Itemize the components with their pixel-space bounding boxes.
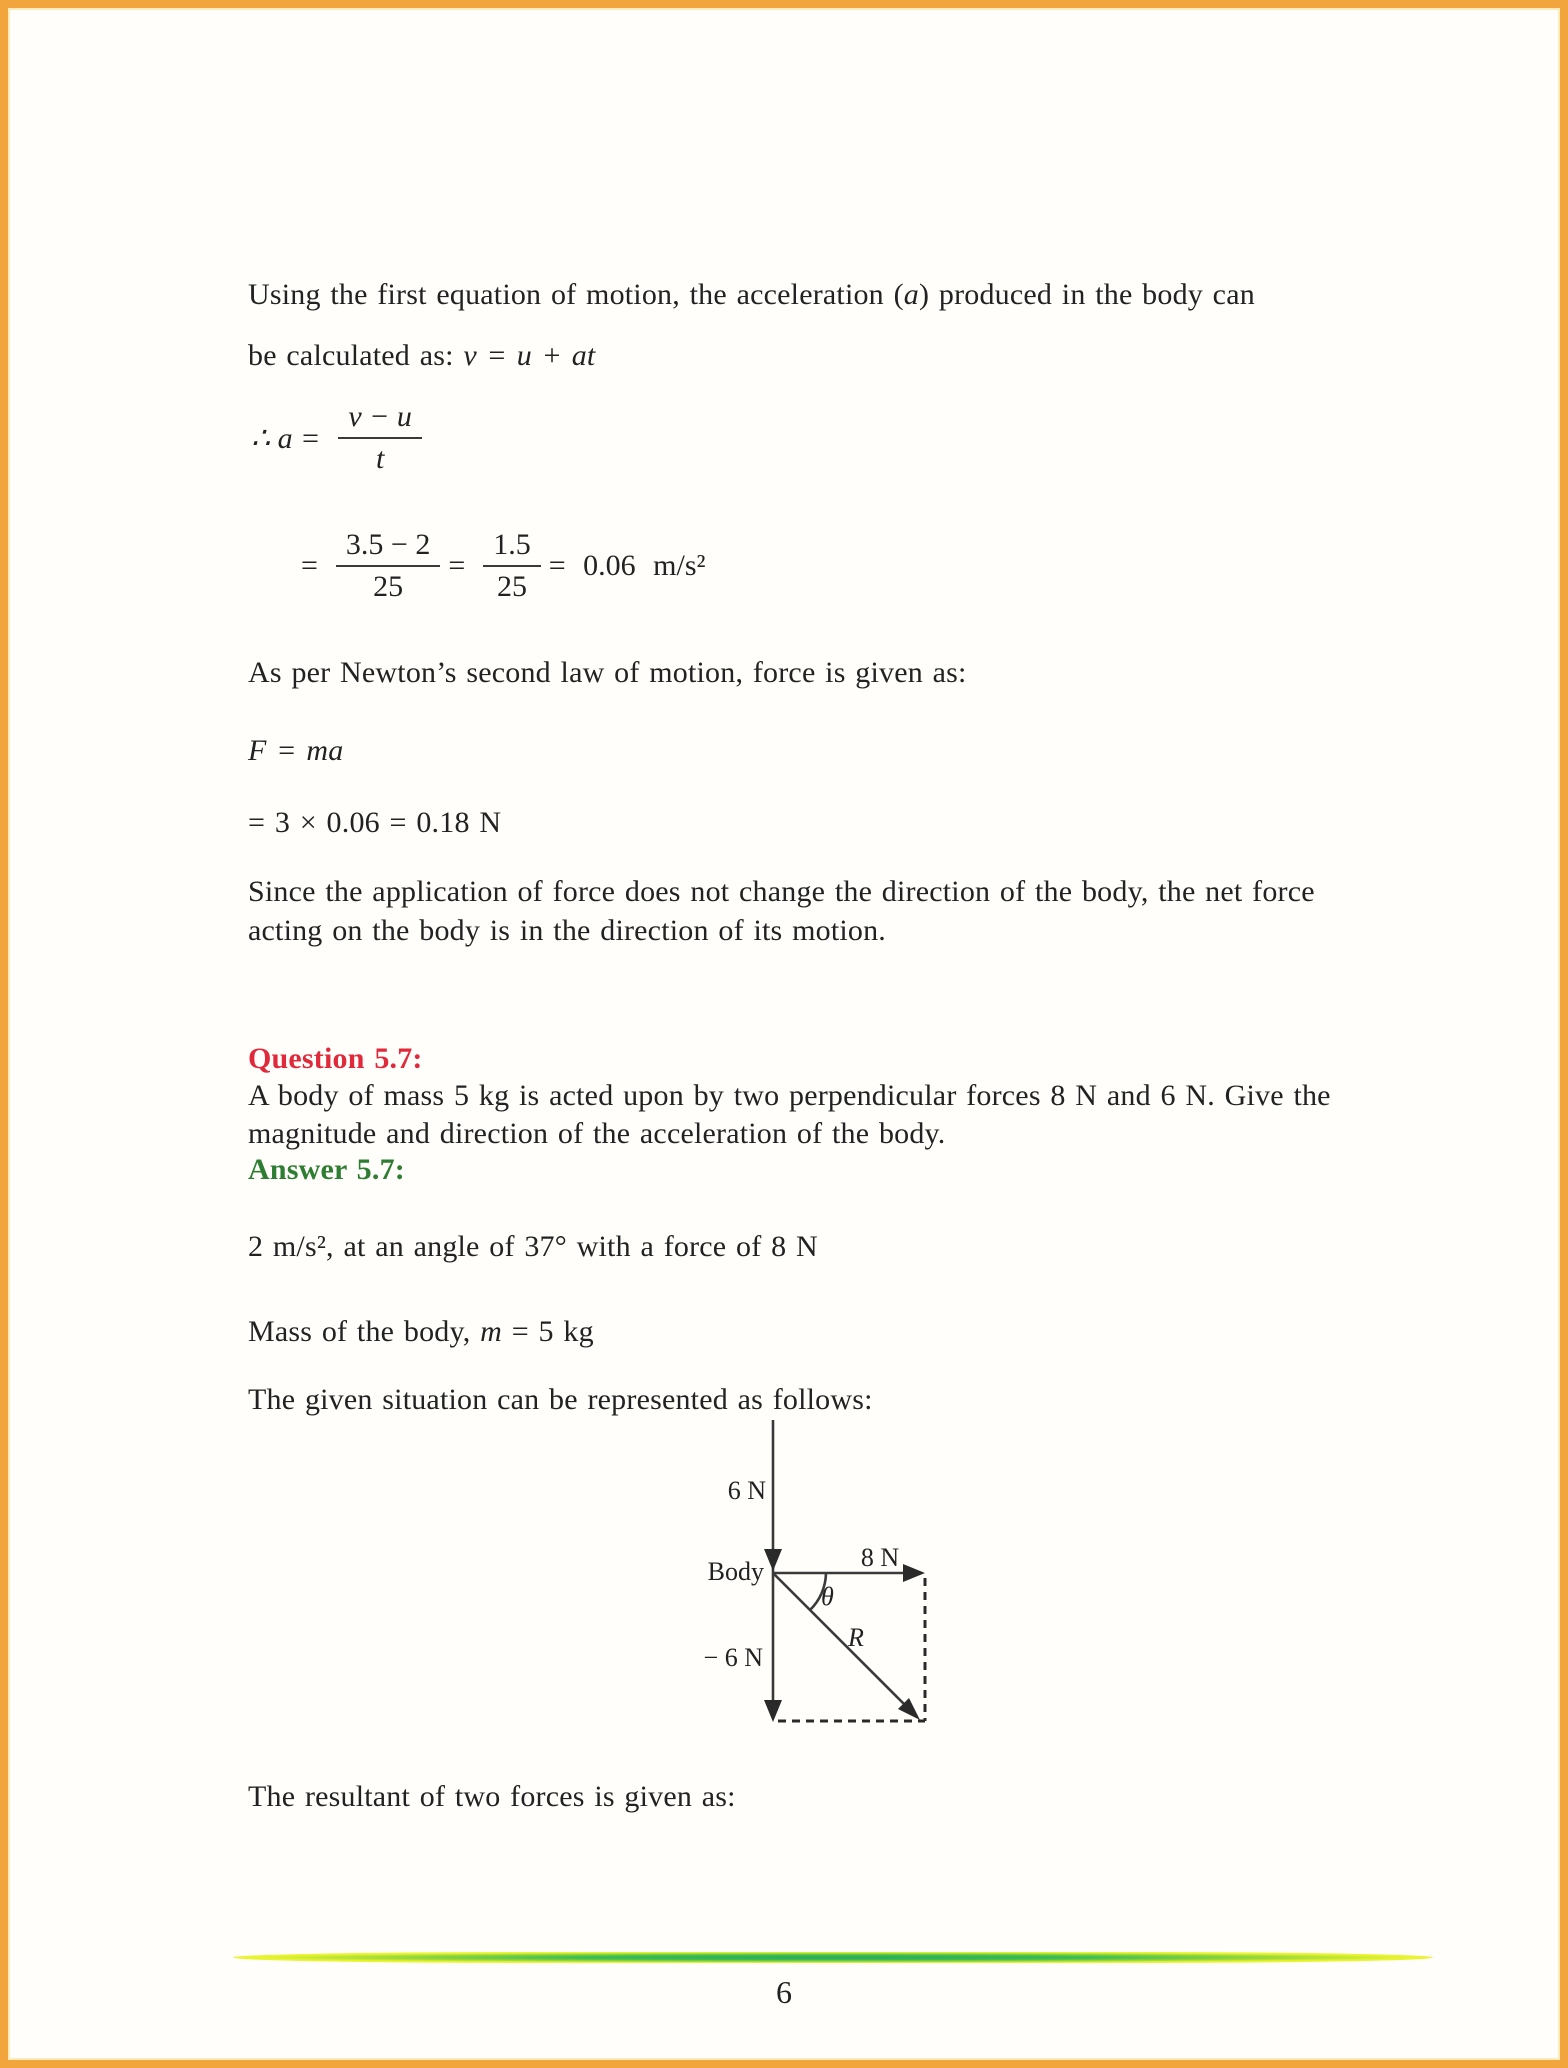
force-value: = 3 × 0.06 = 0.18 N	[248, 806, 502, 839]
equals-sign: =	[448, 549, 466, 582]
question-label: Question 5.7:	[248, 1042, 423, 1075]
label-theta: θ	[821, 1582, 834, 1611]
fraction-denominator: 25	[497, 570, 528, 603]
resultant-line	[773, 1573, 904, 1704]
fraction-v-minus-u-over-t	[338, 400, 422, 476]
conclusion-line-2: acting on the body is in the direction of its motion.	[248, 914, 887, 947]
equals-sign: =	[301, 549, 318, 582]
label-8n: 8 N	[860, 1543, 900, 1572]
intro-line2-pre: be calculated as:	[248, 339, 464, 372]
mass-line-pre: Mass of the body,	[248, 1315, 481, 1348]
resultant-intro: The resultant of two forces is given as:	[248, 1780, 736, 1813]
down-arrowhead-at-body	[764, 1549, 782, 1571]
fraction-numerator: 3.5 − 2	[336, 528, 440, 567]
down-arrowhead-bottom	[764, 1700, 782, 1722]
label-resultant: R	[848, 1623, 864, 1652]
equation-numeric	[301, 528, 714, 604]
fraction-denominator: 25	[373, 570, 404, 603]
mass-variable: m	[480, 1315, 503, 1348]
conclusion-line-1: Since the application of force does not change the direction of the body, the net force	[248, 875, 1315, 908]
footer-divider	[233, 1952, 1433, 1963]
acceleration-result: = 0.06 m/s²	[548, 549, 706, 582]
intro-line1-variable: a	[903, 278, 919, 311]
answer-summary: 2 m/s², at an angle of 37° with a force of 8 N	[248, 1230, 818, 1263]
equation-acceleration	[251, 400, 430, 476]
intro-line1-post: ) produced in the body can	[918, 278, 1255, 311]
right-arrowhead-8n	[903, 1564, 925, 1582]
mass-line	[248, 1315, 594, 1349]
question-line-2: magnitude and direction of the acceleration of the body.	[248, 1117, 946, 1150]
fraction-1point5-over-25	[483, 528, 541, 604]
mass-value: = 5 kg	[502, 1315, 594, 1348]
force-formula: F = ma	[248, 734, 344, 767]
label-body: Body	[707, 1557, 764, 1586]
first-equation-of-motion: v = u + at	[463, 339, 596, 372]
newton-second-law-intro: As per Newton’s second law of motion, force is given as:	[248, 656, 967, 689]
force-diagram	[528, 1408, 968, 1738]
answer-label: Answer 5.7:	[248, 1153, 405, 1186]
fraction-3point5-minus-2-over-25	[336, 528, 440, 604]
intro-line-1	[248, 278, 1255, 312]
label-6n: 6 N	[727, 1476, 766, 1505]
fraction-numerator: v − u	[338, 400, 422, 439]
situation-intro: The given situation can be represented as follows:	[248, 1383, 873, 1416]
label-minus-6n: − 6 N	[703, 1643, 763, 1672]
fraction-numerator: 1.5	[483, 528, 541, 567]
equation-acceleration-lead: ∴ a =	[251, 421, 321, 455]
intro-line1-pre: Using the first equation of motion, the acceleration (	[248, 278, 904, 311]
intro-line-2	[248, 339, 595, 373]
page-number: 6	[776, 1974, 792, 2010]
question-line-1: A body of mass 5 kg is acted upon by two perpendicular forces 8 N and 6 N. Give the	[248, 1079, 1331, 1112]
fraction-denominator: t	[375, 442, 385, 475]
